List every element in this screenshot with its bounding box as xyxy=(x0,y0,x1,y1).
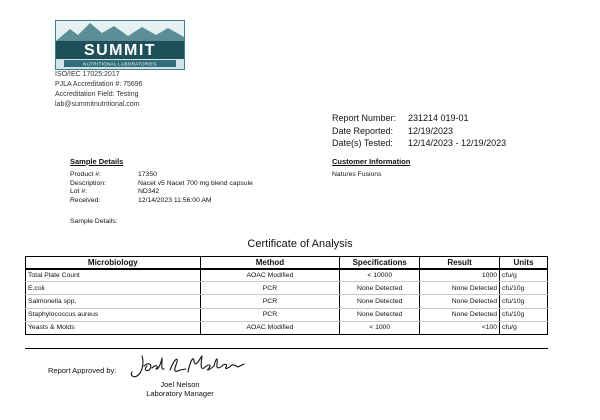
description-value: Nacet v5 Nacet 700 mg blend capsule xyxy=(138,179,253,187)
product-number-label: Product #: xyxy=(70,170,101,178)
table-row xyxy=(26,282,548,295)
table-row xyxy=(26,269,548,282)
approver-block xyxy=(120,380,240,398)
column-header-units: Units xyxy=(500,257,548,269)
table-row xyxy=(26,295,548,308)
footer-divider xyxy=(25,348,548,349)
column-header-result: Result xyxy=(420,257,500,269)
report-metadata xyxy=(332,112,506,150)
column-header-specifications: Specifications xyxy=(340,257,420,269)
table-header-row xyxy=(26,257,548,269)
date-reported-label: Date Reported: xyxy=(332,125,394,136)
approver-title: Laboratory Manager xyxy=(146,389,214,398)
logo-tagline-text: NUTRITIONAL LABORATORIES xyxy=(83,61,157,67)
table-row xyxy=(26,321,548,334)
customer-information xyxy=(332,158,410,180)
sample-field-row xyxy=(70,188,253,197)
test-result: None Detected xyxy=(420,282,500,295)
test-method: AOAC Modified xyxy=(200,269,340,282)
accreditation-field: Accreditation Field: Testing xyxy=(55,91,139,98)
sample-details-heading: Sample Details xyxy=(70,157,124,166)
test-specification: < 10000 xyxy=(340,269,420,282)
test-method: PCR xyxy=(200,295,340,308)
received-value: 12/14/2023 11:56:00 AM xyxy=(138,197,212,205)
product-number-value: 17350 xyxy=(138,170,157,178)
column-header-method: Method xyxy=(200,257,340,269)
test-method: AOAC Modified xyxy=(200,321,340,334)
summit-logo xyxy=(55,20,185,70)
received-label: Received: xyxy=(70,197,101,205)
test-name: Yeasts & Molds xyxy=(26,321,201,334)
date-reported-row xyxy=(332,125,506,138)
test-units: cfu/g xyxy=(500,321,548,334)
sample-field-row xyxy=(70,171,253,180)
sample-details xyxy=(70,158,253,206)
dates-tested-value: 12/14/2023 - 12/19/2023 xyxy=(408,138,507,148)
test-specification: None Detected xyxy=(340,282,420,295)
microbiology-results-table xyxy=(25,256,548,335)
sample-details-notes-label: Sample Details: xyxy=(70,218,118,225)
lab-email[interactable]: lab@summitnutritional.com xyxy=(55,101,140,108)
test-units: cfu/10g xyxy=(500,295,548,308)
test-result: 1000 xyxy=(420,269,500,282)
dates-tested-row xyxy=(332,137,506,150)
test-specification: None Detected xyxy=(340,308,420,321)
test-specification: None Detected xyxy=(340,295,420,308)
date-reported-value: 12/19/2023 xyxy=(408,125,454,136)
test-units: cfu/10g xyxy=(500,282,548,295)
test-result: None Detected xyxy=(420,295,500,308)
iso-standard: ISO/IEC 17025:2017 xyxy=(55,71,120,78)
customer-information-heading: Customer Information xyxy=(332,157,411,166)
report-approved-by-label: Report Approved by: xyxy=(48,366,117,375)
customer-name: Natures Fusions xyxy=(332,170,382,178)
table-row xyxy=(26,308,548,321)
report-number-row xyxy=(332,112,506,125)
test-name: Salmonella spp. xyxy=(26,295,201,308)
description-label: Description: xyxy=(70,179,106,187)
sample-field-row xyxy=(70,180,253,189)
test-name: Staphylococcus aureus xyxy=(26,308,201,321)
certificate-title: Certificate of Analysis xyxy=(247,238,353,250)
sample-field-row xyxy=(70,197,253,206)
approver-name: Joel Nelson xyxy=(160,380,200,389)
test-result: <100 xyxy=(420,321,500,334)
test-name: E.coli xyxy=(26,282,201,295)
lab-info xyxy=(55,70,143,110)
test-method: PCR xyxy=(200,282,340,295)
dates-tested-label: Date(s) Tested: xyxy=(332,138,393,148)
test-units: cfu/10g xyxy=(500,308,548,321)
lot-number-value: ND342 xyxy=(138,188,160,196)
test-result: None Detected xyxy=(420,308,500,321)
report-number-label: Report Number: xyxy=(332,113,397,123)
accreditation-number: PJLA Accreditation #: 75696 xyxy=(55,81,143,88)
column-header-microbiology: Microbiology xyxy=(26,257,201,269)
logo-brand-text: SUMMIT xyxy=(83,42,157,59)
test-units: cfu/g xyxy=(500,269,548,282)
report-number-value: 231214 019-01 xyxy=(408,113,469,123)
test-name: Total Plate Count xyxy=(26,269,201,282)
lot-number-label: Lot #: xyxy=(70,188,88,196)
test-method: PCR xyxy=(200,308,340,321)
test-specification: < 1000 xyxy=(340,321,420,334)
